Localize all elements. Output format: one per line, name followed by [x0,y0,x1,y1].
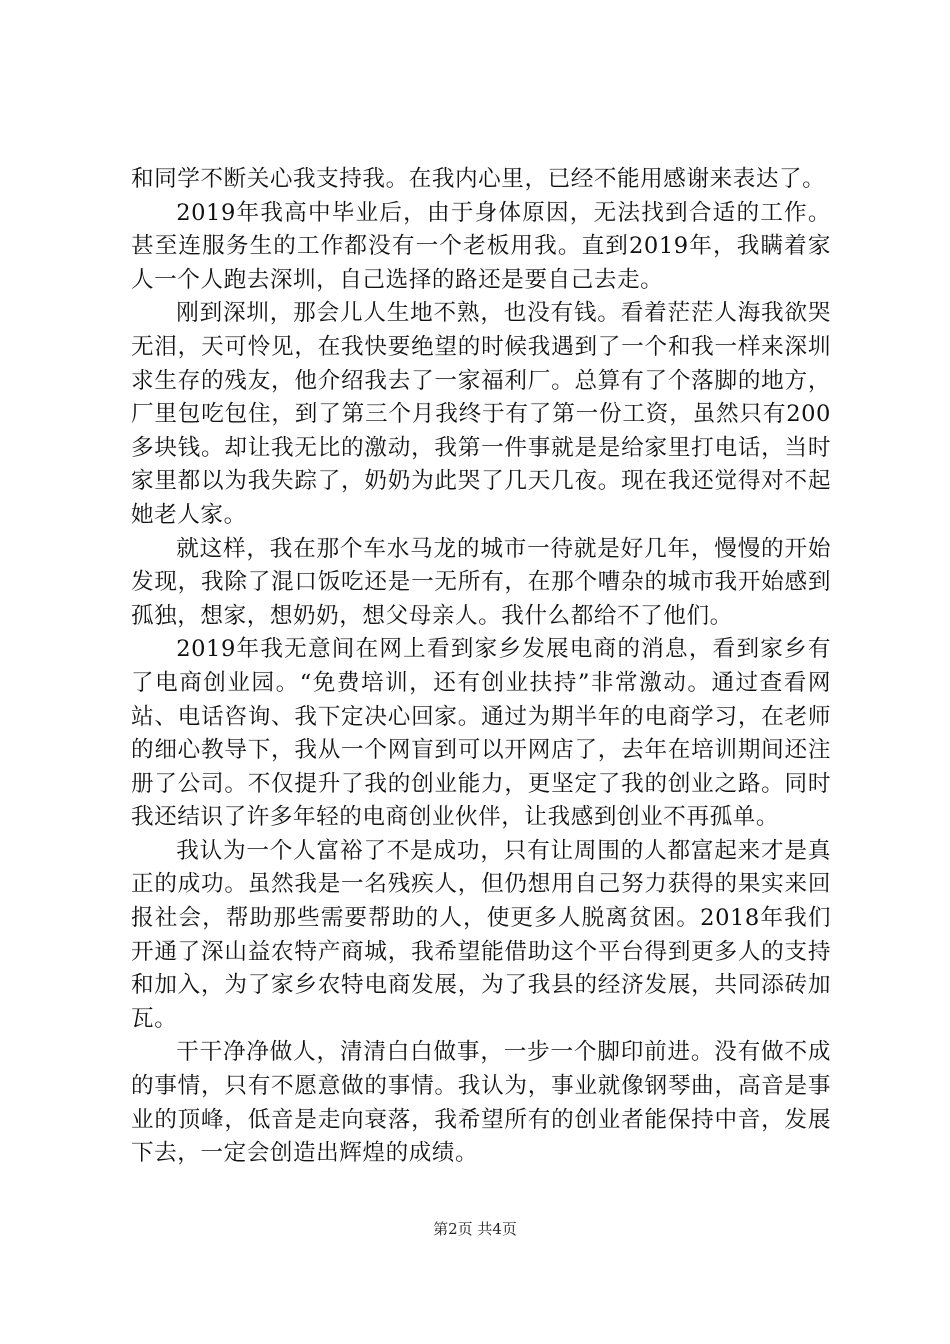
paragraph: 就这样，我在那个车水马龙的城市一待就是好几年，慢慢的开始发现，我除了混口饭吃还是一无所有，在那个嘈杂的城市我开始感到孤独，想家，想奶奶，想父母亲人。我什么都给不了他们。 [131,535,831,629]
paragraph: 干干净净做人，清清白白做事，一步一个脚印前进。没有做不成的事情，只有不愿意做的事情。我认为，事业就像钢琴曲，高音是事业的顶峰，低音是走向衰落，我希望所有的创业者能保持中音，发展下去，一定会创造出辉煌的成绩。 [131,1039,831,1167]
page-footer: 第2页 共4页 [433,1220,517,1238]
paragraph: 我认为一个人富裕了不是成功，只有让周围的人都富起来才是真正的成功。虽然我是一名残疾人，但仍想用自己努力获得的果实来回报社会，帮助那些需要帮助的人，使更多人脱离贫困。2018年我们开通了深山益农特产商城，我希望能借助这个平台得到更多人的支持和加入，为了家乡农特电商发展，为了我县的经济发展，共同添砖加瓦。 [131,837,831,1032]
document-body [131,163,831,1171]
paragraph: 2019年我高中毕业后，由于身体原因，无法找到合适的工作。甚至连服务生的工作都没有一个老板用我。直到2019年，我瞒着家人一个人跑去深圳，自己选择的路还是要自己去走。 [131,199,831,293]
paragraph: 2019年我无意间在网上看到家乡发展电商的消息，看到家乡有了电商创业园。“免费培训，还有创业扶持”非常激动。通过查看网站、电话咨询、我下定决心回家。通过为期半年的电商学习，在老师的细心教导下，我从一个网盲到可以开网店了，去年在培训期间还注册了公司。不仅提升了我的创业能力，更坚定了我的创业之路。同时我还结识了许多年轻的电商创业伙伴，让我感到创业不再孤单。 [131,636,831,831]
paragraph: 和同学不断关心我支持我。在我内心里，已经不能用感谢来表达了。 [131,166,826,192]
paragraph: 刚到深圳，那会儿人生地不熟，也没有钱。看着茫茫人海我欲哭无泪，天可怜见，在我快要绝望的时候我遇到了一个和我一样来深圳求生存的残友，他介绍我去了一家福利厂。总算有了个落脚的地方，厂里包吃包住，到了第三个月我终于有了第一份工资，虽然只有200多块钱。却让我无比的激动，我第一件事就是是给家里打电话，当时家里都以为我失踪了，奶奶为此哭了几天几夜。现在我还觉得对不起她老人家。 [131,300,831,528]
